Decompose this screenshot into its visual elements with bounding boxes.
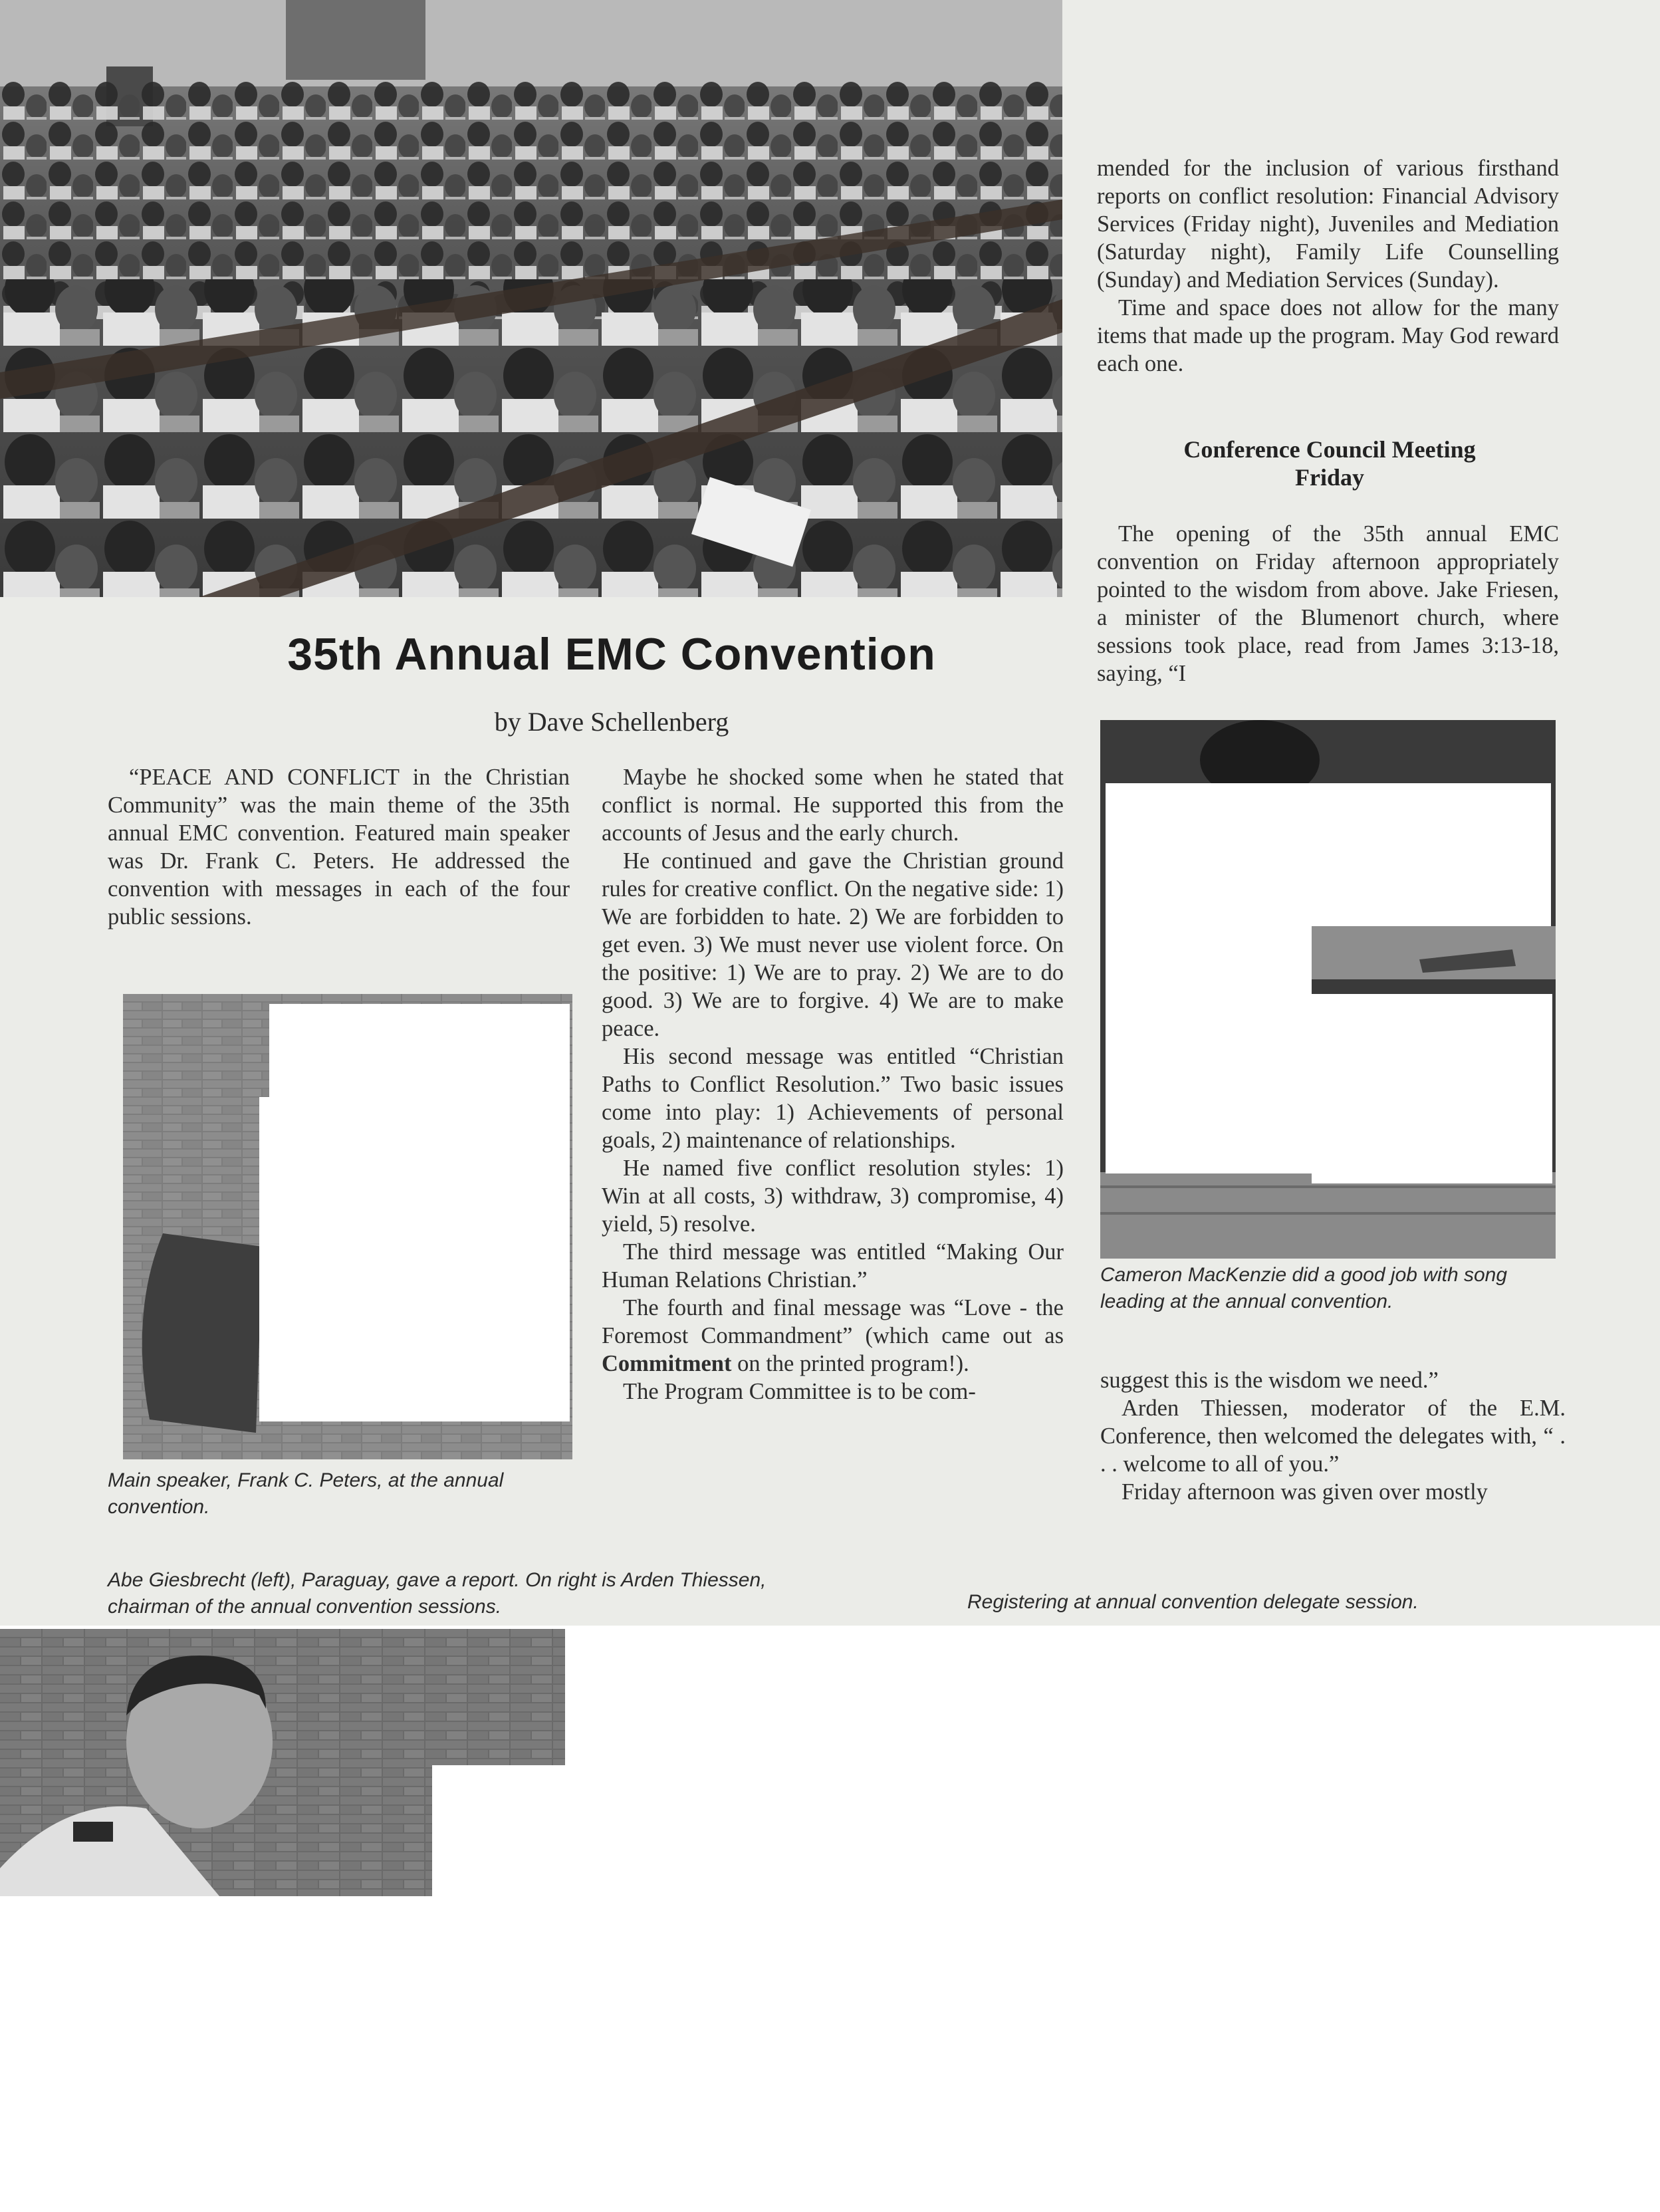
audience-photo bbox=[0, 0, 1062, 597]
bold-word: Commitment bbox=[602, 1351, 732, 1376]
paragraph: Arden Thiessen, moderator of the E.M. Conference, then welcomed the delegates with, “ . . . welcome to all of you.” bbox=[1100, 1396, 1566, 1477]
column-2 bbox=[602, 763, 1064, 1406]
text-run: The fourth and final message was “Love - the Foremost Commandment” (which came out as bbox=[602, 1295, 1064, 1348]
paragraph: His second message was entitled “Christian Paths to Conflict Resolution.” Two basic issues come into play: 1) Achievements of personal goals, 2) maintenance of relationships. bbox=[602, 1044, 1064, 1153]
paragraph: “PEACE AND CONFLICT in the Christian Community” was the main theme of the 35th annual EMC convention. Featured main speaker was Dr. Frank C. Peters. He addressed the convention with messages in each of the four public sessions. bbox=[108, 765, 570, 929]
text-run: on the printed program!). bbox=[737, 1351, 969, 1376]
section-subhead bbox=[1097, 435, 1562, 491]
paragraph: He continued and gave the Christian ground rules for creative conflict. On the negative side: 1) We are forbidden to hate. 2) We are forbidden to get even. 3) We must never use violent force. On the positive: 1) We are to pray. 2) We are to do good. 3) We are to forgive. 4) We are to make peace. bbox=[602, 848, 1064, 1041]
redacted-area bbox=[269, 1004, 570, 1097]
column-3-bottom bbox=[1100, 1366, 1566, 1506]
column-1 bbox=[108, 763, 570, 931]
subhead-line: Friday bbox=[1295, 464, 1364, 491]
redacted-area bbox=[432, 1765, 565, 1898]
paragraph: Maybe he shocked some when he stated that conflict is normal. He supported this from the accounts of Jesus and the early church. bbox=[602, 765, 1064, 846]
redacted-area bbox=[1106, 926, 1312, 1173]
redacted-area bbox=[1106, 783, 1551, 926]
paragraph: He named five conflict resolution styles: 1) Win at all costs, 3) withdraw, 3) compromise, 4) yield, 5) resolve. bbox=[602, 1156, 1064, 1237]
redacted-area bbox=[1312, 994, 1552, 1183]
redacted-area bbox=[259, 1097, 570, 1421]
caption-mackenzie: Cameron MacKenzie did a good job with song leading at the annual convention. bbox=[1100, 1264, 1508, 1312]
column-3-middle bbox=[1097, 520, 1559, 687]
caption-giesbrecht: Abe Giesbrecht (left), Paraguay, gave a report. On right is Arden Thiessen, chairman of the annual convention sessions. bbox=[108, 1569, 767, 1618]
paragraph: The Program Committee is to be com- bbox=[623, 1379, 976, 1404]
caption-registering: Registering at annual convention delegate session. bbox=[967, 1591, 1419, 1613]
caption-peters: Main speaker, Frank C. Peters, at the annual convention. bbox=[108, 1469, 504, 1518]
paragraph bbox=[602, 1294, 1064, 1378]
audience-photo-image bbox=[0, 0, 1062, 597]
paragraph: suggest this is the wisdom we need.” bbox=[1100, 1368, 1439, 1393]
paragraph: Friday afternoon was given over mostly bbox=[1122, 1479, 1488, 1505]
paragraph: The third message was entitled “Making Our Human Relations Christian.” bbox=[602, 1239, 1064, 1292]
paragraph: Time and space does not allow for the many items that made up the program. May God reward each one. bbox=[1097, 295, 1559, 376]
subhead-line: Conference Council Meeting bbox=[1183, 436, 1476, 463]
article-title: 35th Annual EMC Convention bbox=[287, 629, 936, 679]
column-3-top bbox=[1097, 154, 1559, 378]
article-byline: by Dave Schellenberg bbox=[494, 707, 729, 737]
paragraph: mended for the inclusion of various firsthand reports on conflict resolution: Financial Advisory Services (Friday night), Juveniles and Mediation (Saturday night), Family Life Counselling (Sunday) and Mediation Services (Sunday). bbox=[1097, 156, 1559, 293]
paragraph: The opening of the 35th annual EMC convention on Friday afternoon appropriately pointed to the wisdom from above. Jake Friesen, a minister of the Blumenort church, where sessions took place, read from James 3:13-18, saying, “I bbox=[1097, 521, 1559, 686]
